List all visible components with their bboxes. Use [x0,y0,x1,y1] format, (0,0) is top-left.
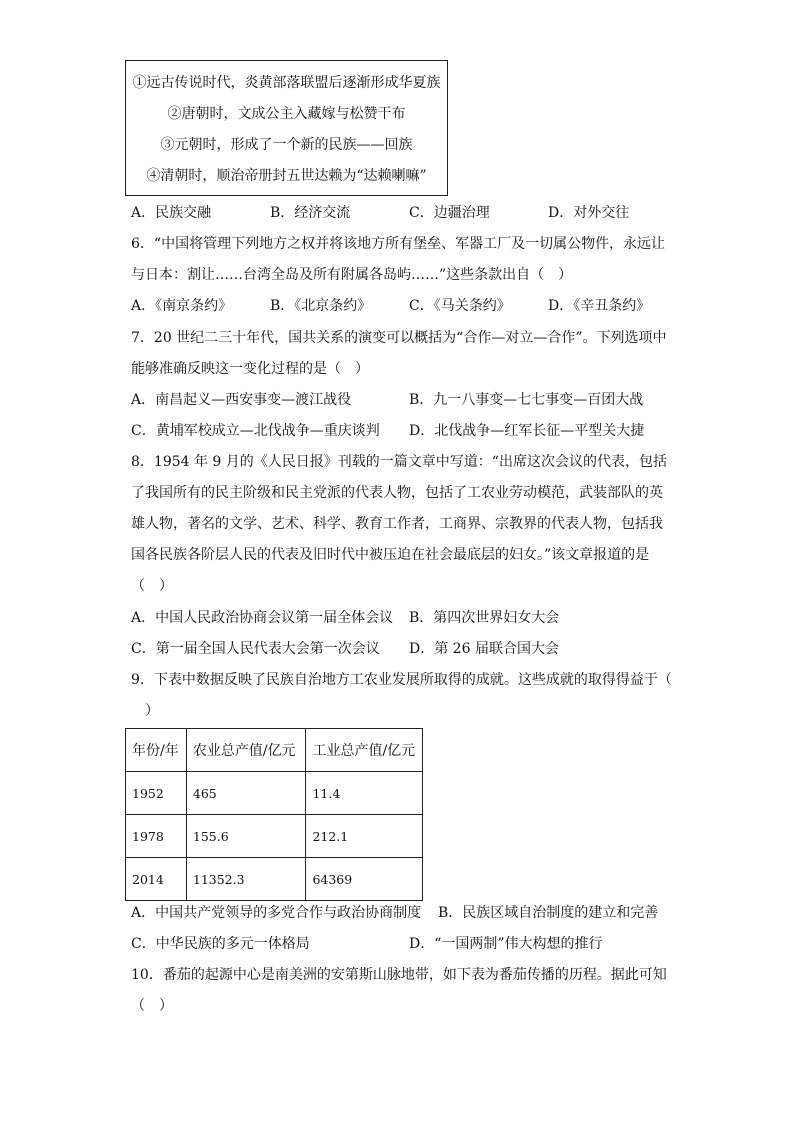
q7-stem-line-1: 7．20 世纪二三十年代，国共关系的演变可以概括为“合作—对立—合作”。下列选项中 [131,330,667,346]
q6-option-c[interactable]: C．《马关条约》 [409,298,511,314]
table-row [126,858,423,901]
q6-option-b[interactable]: B．《北京条约》 [270,298,372,314]
statement-3: ③元朝时，形成了一个新的民族——回族 [160,137,413,153]
q6-stem-line-1: 6．“中国将管理下列地方之权并将该地方所有堡垒、军器工厂及一切属公物件，永远让 [131,236,666,252]
q6-option-d[interactable]: D．《辛丑条约》 [548,298,651,314]
q5-option-a[interactable]: A．民族交融 [131,205,212,221]
q9-option-a[interactable]: A．中国共产党领导的多党合作与政治协商制度 [131,905,422,921]
table-cell: 155.6 [186,815,306,858]
q7-stem-line-2: 能够准确反映这一变化过程的是（ ） [131,361,369,377]
statements-box [125,60,448,196]
q9-stem-line-1: 9．下表中数据反映了民族自治地方工农业发展所取得的成就。这些成就的取得得益于（ [131,672,672,688]
table-header-cell: 农业总产值/亿元 [186,729,306,772]
q8-option-a[interactable]: A．中国人民政治协商会议第一届全体会议 [131,610,394,626]
statement-2: ②唐朝时，文成公主入藏嫁与松赞干布 [167,106,406,122]
table-cell: 212.1 [306,815,423,858]
q8-option-d[interactable]: D．第 26 届联合国大会 [409,641,559,657]
table-row [126,815,423,858]
q8-option-c[interactable]: C．第一届全国人民代表大会第一次会议 [131,641,380,657]
q7-option-d[interactable]: D．北伐战争—红军长征—平型关大捷 [409,423,645,439]
statement-1: ①远古传说时代，炎黄部落联盟后逐渐形成华夏族 [132,75,441,91]
q7-option-b[interactable]: B．九一八事变—七七事变—百团大战 [409,392,644,408]
q8-option-b[interactable]: B．第四次世界妇女大会 [409,610,560,626]
q8-stem-line-3: 雄人物，著名的文学、艺术、科学、教育工作者，工商界、宗教界的代表人物，包括我 [131,516,663,532]
statement-4: ④清朝时，顺治帝册封五世达赖为“达赖喇嘛” [146,168,427,184]
q9-stem-line-2: ） [131,703,159,719]
q7-option-c[interactable]: C．黄埔军校成立—北伐战争—重庆谈判 [131,423,380,439]
q6-stem-line-2: 与日本：割让……台湾全岛及所有附属各岛屿……”这些条款出自（ ） [131,267,573,283]
q10-stem-line-1: 10．番茄的起源中心是南美洲的安第斯山脉地带，如下表为番茄传播的历程。据此可知 [131,967,667,983]
table-header-row [126,729,423,772]
table-header-cell: 工业总产值/亿元 [306,729,423,772]
q9-option-b[interactable]: B．民族区域自治制度的建立和完善 [438,905,659,921]
table-cell: 64369 [306,858,423,901]
q8-stem-line-4: 国各民族各阶层人民的代表及旧时代中被压迫在社会最底层的妇女。”该文章报道的是 [131,547,650,563]
q5-option-c[interactable]: C．边疆治理 [409,205,490,221]
q8-stem-line-5: （ ） [131,578,173,594]
table-cell: 11352.3 [186,858,306,901]
table-cell: 1952 [126,772,187,815]
q5-option-b[interactable]: B．经济交流 [270,205,351,221]
table-cell: 11.4 [306,772,423,815]
q6-option-a[interactable]: A．《南京条约》 [131,298,233,314]
q7-option-a[interactable]: A．南昌起义—西安事变—渡江战役 [131,392,352,408]
table-cell: 2014 [126,858,187,901]
q8-stem-line-2: 了我国所有的民主阶级和民主党派的代表人物，包括了工农业劳动模范，武装部队的英 [131,485,663,501]
table-header-cell: 年份/年 [126,729,187,772]
q5-option-d[interactable]: D．对外交往 [548,205,630,221]
q9-option-d[interactable]: D．“一国两制”伟大构想的推行 [409,936,603,952]
q8-stem-line-1: 8．1954 年 9 月的《人民日报》刊载的一篇文章中写道：“出席这次会议的代表，包括 [131,454,667,470]
data-table [125,728,423,901]
q9-option-c[interactable]: C．中华民族的多元一体格局 [131,936,310,952]
table-cell: 1978 [126,815,187,858]
table-cell: 465 [186,772,306,815]
table-row [126,772,423,815]
q10-stem-line-2: （ ） [131,998,173,1014]
